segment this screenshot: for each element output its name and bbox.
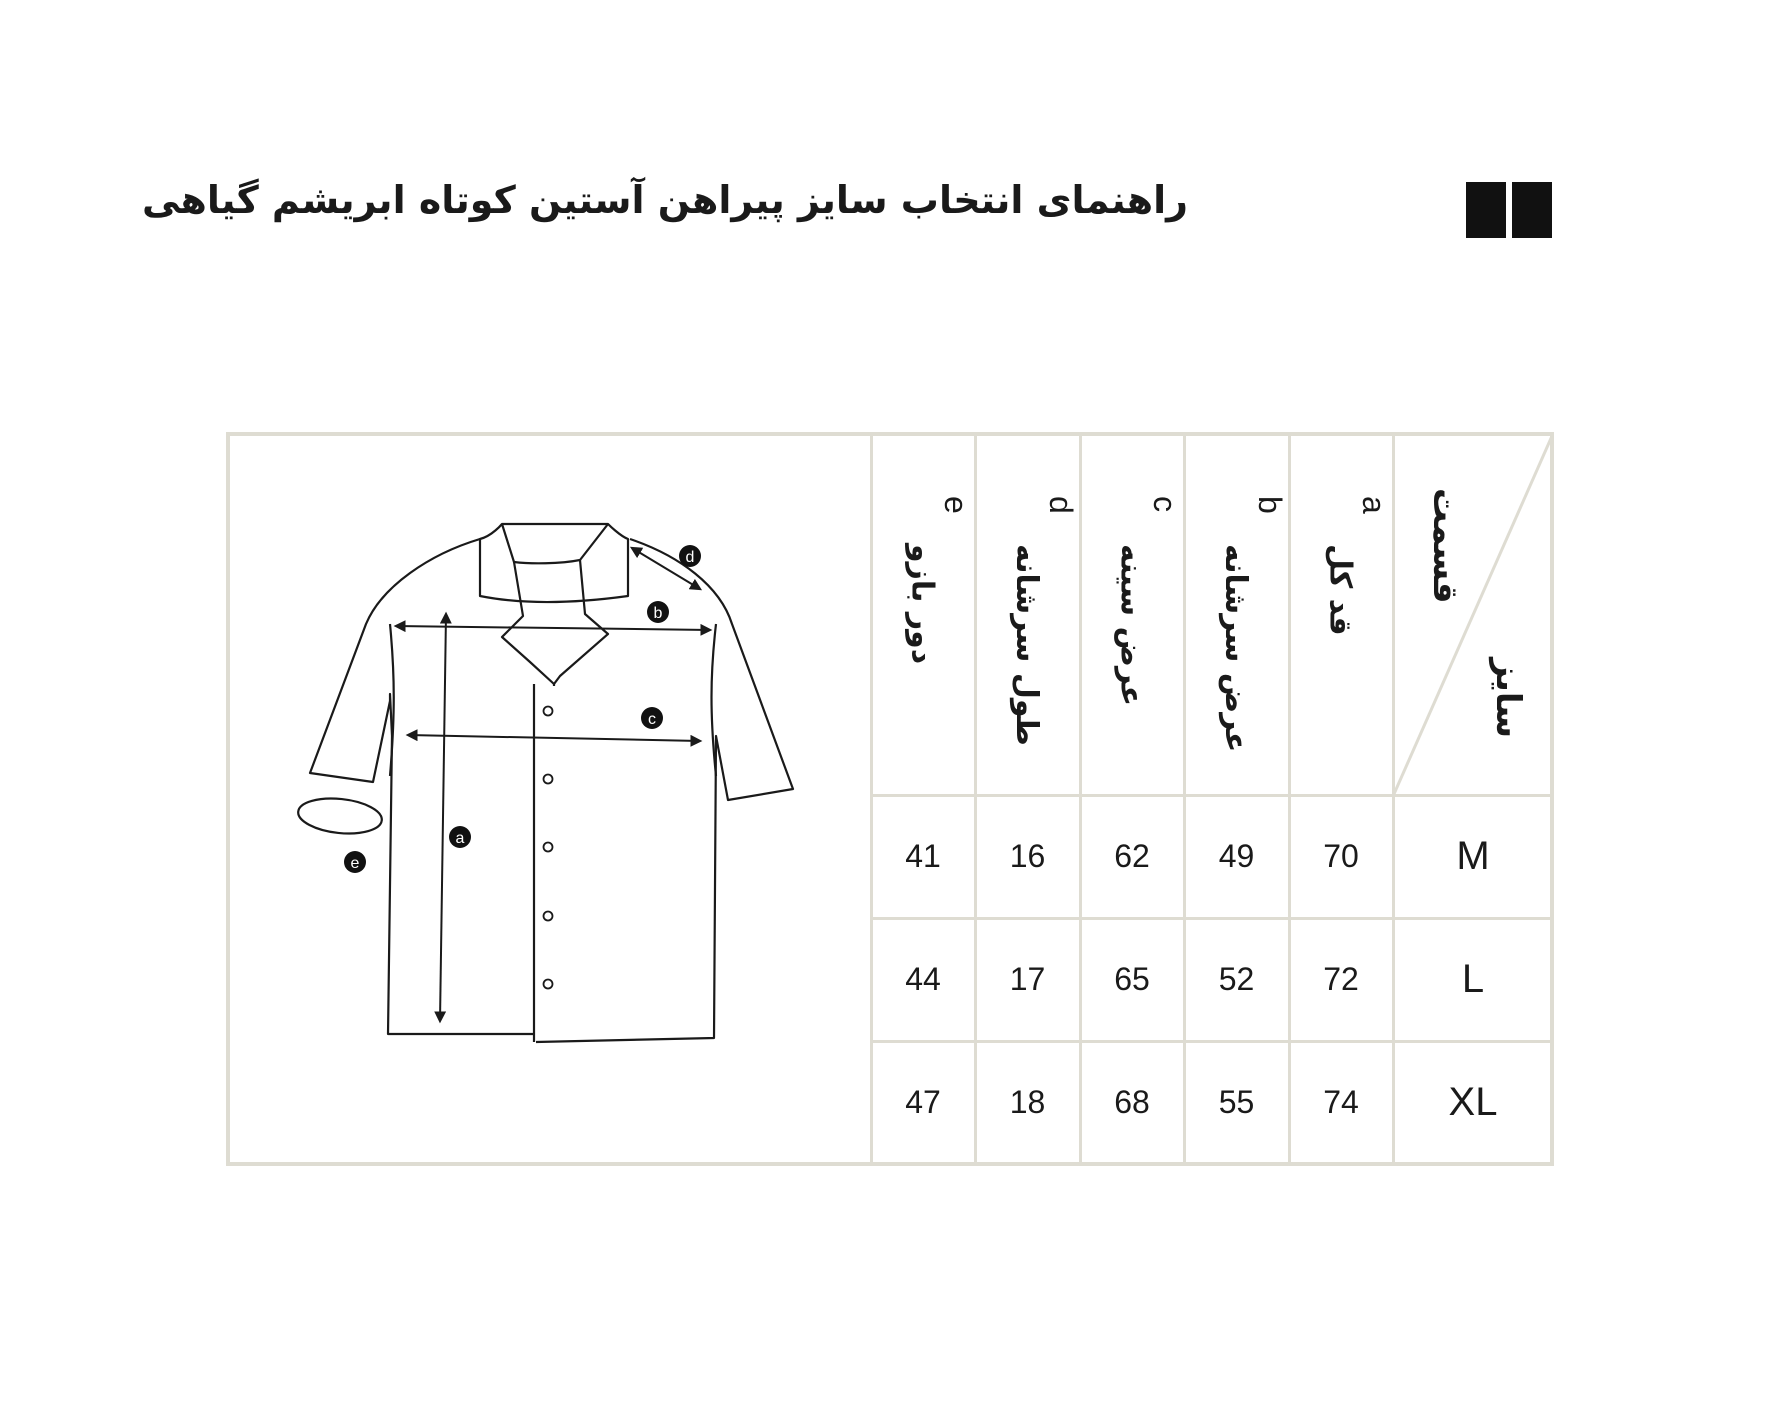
column-header-c [1079,436,1183,796]
table-cell: 49 [1218,838,1255,874]
table-cell: 47 [905,1084,941,1120]
marker-e: e [350,855,360,872]
table-cell: 16 [1009,838,1046,874]
table-cell: 44 [905,961,941,997]
table-cell: 18 [1009,1084,1046,1120]
size-label-xl: XL [1448,1080,1498,1124]
column-header-d [974,436,1079,796]
table-cell: 41 [905,838,941,874]
brand-logo-icon [1466,182,1556,238]
logo-bar-right [1512,182,1552,238]
marker-d: d [685,549,695,566]
size-chart-table [226,432,1554,1166]
column-label: عرض سرشانه [1218,544,1253,753]
column-letter: d [1043,496,1079,514]
table-cell: 55 [1218,1084,1255,1120]
logo-bar-left [1466,182,1506,238]
table-cell: 68 [1114,1084,1150,1120]
shirt-diagram [230,436,870,1170]
corner-label-size: سایز [1488,658,1528,739]
column-label: عرض سینه [1113,544,1149,707]
column-header-e [870,436,974,796]
table-cell: 65 [1114,961,1150,997]
marker-a: a [455,830,465,847]
size-label-m: M [1456,834,1490,878]
column-header-a [1288,436,1392,796]
table-cell: 62 [1114,838,1150,874]
column-label: دور بازو [904,544,940,665]
page-title: راهنمای انتخاب سایز پیراهن آستین کوتاه ابریشم گیاهی [142,178,1188,222]
marker-c: c [648,711,656,728]
column-letter: b [1252,496,1288,514]
column-letter: e [938,496,974,514]
column-letter: c [1147,496,1183,512]
table-cell: 70 [1323,838,1359,874]
table-cell: 72 [1323,961,1359,997]
marker-b: b [653,605,663,622]
corner-label-part: قسمت [1425,488,1465,604]
table-cell: 52 [1218,961,1255,997]
column-label: قد کل [1322,544,1358,636]
table-cell: 74 [1323,1084,1359,1120]
size-label-l: L [1461,957,1485,1001]
column-header-b [1183,436,1288,796]
table-cell: 17 [1009,961,1046,997]
marker-labels [344,545,701,873]
column-label: طول سرشانه [1009,544,1044,746]
column-letter: a [1356,496,1392,514]
